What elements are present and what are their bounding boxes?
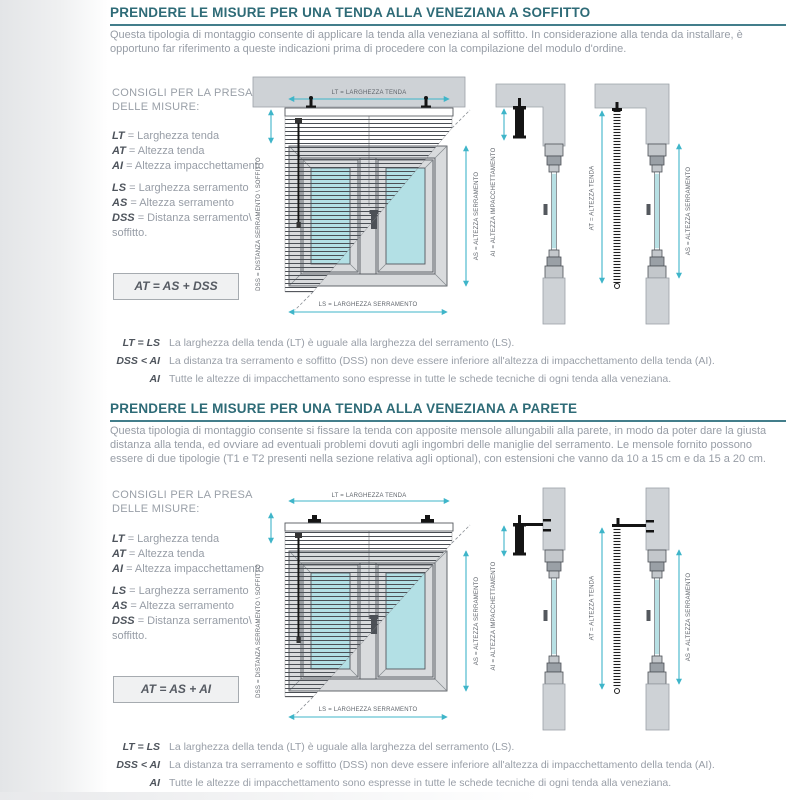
legend-item (112, 547, 264, 562)
legend-abbr: AI (112, 563, 123, 575)
bracket-plate (612, 524, 622, 527)
note-label: AI (149, 373, 160, 385)
legend-abbr: LT (112, 130, 125, 142)
left-gradient (0, 0, 108, 800)
window-cross-section (544, 144, 564, 278)
legend-item (112, 614, 264, 644)
section-title-soffitto: PRENDERE LE MISURE PER UNA TENDA ALLA VENEZIANA A SOFFITTO (110, 5, 786, 26)
note-row (108, 759, 790, 772)
notes-parete (108, 741, 790, 795)
legend-item (112, 532, 264, 547)
note-text: Tutte le altezze di impacchettamento sono espresse in tutte le schede tecniche di ogni tenda alla veneziana. (169, 373, 672, 385)
dim-label-lt: LT = LARGHEZZA TENDA (331, 493, 407, 499)
legend-primary (112, 532, 264, 577)
lowered-blind-stack (613, 111, 621, 283)
dim-label-ai: AI = ALTEZZA IMPACCHETTAMENTO (491, 561, 497, 671)
dashed-guide (295, 292, 313, 310)
wall-bolt (543, 519, 551, 522)
note-row (108, 355, 790, 368)
dim-label-at: AT = ALTEZZA TENDA (589, 165, 596, 231)
dim-label-dss: DSS = DISTANZA SERRAMENTO \ SOFFITTO (256, 564, 262, 698)
legend-desc: = Larghezza serramento (129, 182, 249, 194)
note-label: LT = LS (122, 741, 160, 753)
legend-abbr: LT (112, 533, 125, 545)
legend-desc: = Altezza serramento (130, 197, 234, 209)
note-label: DSS < AI (116, 355, 160, 367)
bottom-hook (615, 689, 620, 694)
legend-desc: = Distanza serramento\ soffitto. (112, 212, 252, 239)
front-view-diagram-parete (251, 479, 487, 735)
legend-desc: = Altezza tenda (128, 548, 205, 560)
note-row (108, 337, 790, 350)
legend-abbr: AT (112, 145, 126, 157)
window-cross-section (647, 144, 667, 278)
legend-desc: = Altezza impacchettamento (126, 160, 264, 172)
wall-below (646, 684, 669, 730)
legend-desc: = Altezza serramento (130, 600, 234, 612)
legend-abbr: AT (112, 548, 126, 560)
note-text: La larghezza della tenda (LT) è uguale alla larghezza del serramento (LS). (169, 337, 515, 349)
legend-item (112, 196, 264, 211)
bracket-arm (619, 524, 646, 527)
dim-label-lt: LT = LARGHEZZA TENDA (331, 90, 407, 96)
dim-label-ai: AI = ALTEZZA IMPACCHETTAMENTO (491, 147, 497, 257)
legend-desc: = Larghezza tenda (127, 533, 220, 545)
legend-desc: = Distanza serramento\ soffitto. (112, 615, 252, 642)
notes-soffitto (108, 337, 790, 391)
front-view-diagram-soffitto (251, 74, 487, 330)
bracket-pin (617, 518, 620, 524)
legend-item (112, 584, 264, 599)
wall-bolt (543, 529, 551, 532)
side-view-at-parete (589, 486, 701, 732)
bottom-hook (615, 284, 620, 289)
dim-label-as: AS = ALTEZZA SERRAMENTO (686, 166, 692, 256)
intro-paragraph-soffitto: Questa tipologia di montaggio consente di applicare la tenda alla veneziana al soffitto. In considerazione alla tenda da installare, è opportuno far riferimento a queste indicazioni prima di procedere con la compilazione del modulo d'ordine. (110, 29, 743, 55)
packed-blind (513, 515, 526, 556)
wall-bracket (308, 515, 434, 523)
legend-primary (112, 129, 264, 174)
wall-bolt (646, 520, 654, 523)
note-label: DSS < AI (116, 759, 160, 771)
note-text: La larghezza della tenda (LT) è uguale alla larghezza del serramento (LS). (169, 741, 515, 753)
intro-paragraph-parete: Questa tipologia di montaggio consente si fissare la tenda con apposite mensole allungabili alla parete, in modo da poter dare la giusta distanza alla tenda, ed ovviare ad eventuali problemi dovuti agli ingombri delle maniglie del serramento. Le mensole fornito possono essere di due tipologie (T1 e T2 presenti nella sezione relativa agli optional), con estensioni che vanno da 10 a 15 cm e da 15 a 20 cm. (110, 425, 767, 465)
legend-item (112, 562, 264, 577)
legend-desc: = Larghezza serramento (129, 585, 249, 597)
legend-desc: = Altezza impacchettamento (126, 563, 264, 575)
formula-box: AT = AS + DSS (113, 273, 239, 300)
headrail (285, 523, 453, 531)
note-row (108, 741, 790, 754)
legend-item (112, 211, 264, 241)
side-view-ai-soffitto (488, 80, 584, 326)
dashed-guide (452, 525, 470, 543)
headrail (285, 108, 453, 116)
legend-desc: = Altezza tenda (128, 145, 205, 157)
dim-label-dss: DSS = DISTANZA SERRAMENTO \ SOFFITTO (256, 157, 262, 291)
dim-label-as: AS = ALTEZZA SERRAMENTO (474, 576, 480, 666)
formula-box: AT = AS + AI (113, 676, 239, 703)
note-label: LT = LS (122, 337, 160, 349)
bracket-pin (616, 102, 619, 108)
legend-abbr: AS (112, 600, 128, 612)
advice-title: CONSIGLI PER LA PRESA DELLE MISURE: (112, 87, 253, 113)
legend-abbr: LS (112, 182, 127, 194)
dim-label-at: AT = ALTEZZA TENDA (589, 575, 596, 641)
legend-abbr: LS (112, 585, 127, 597)
legend-abbr: AS (112, 197, 128, 209)
dim-label-ls: LS = LARGHEZZA SERRAMENTO (318, 302, 418, 308)
bracket-plate (612, 108, 622, 111)
legend-secondary (112, 584, 264, 644)
window-cross-section (544, 550, 564, 684)
note-text: La distanza tra serramento e soffitto (DSS) non deve essere inferiore all'altezza di impacchettamento della tenda (AI). (169, 759, 715, 771)
legend-item (112, 181, 264, 196)
wall-above (646, 488, 669, 550)
legend-secondary (112, 181, 264, 241)
dashed-guide (452, 110, 470, 128)
note-label: AI (149, 777, 160, 789)
legend-desc: = Larghezza tenda (127, 130, 220, 142)
side-view-at-soffitto (589, 80, 701, 326)
wall-below (543, 684, 565, 730)
dashed-guide (295, 697, 313, 715)
section-title-parete: PRENDERE LE MISURE PER UNA TENDA ALLA VENEZIANA A PARETE (110, 401, 786, 422)
legend-abbr: DSS (112, 615, 135, 627)
note-text: Tutte le altezze di impacchettamento sono espresse in tutte le schede tecniche di ogni tenda alla veneziana. (169, 777, 672, 789)
advice-title: CONSIGLI PER LA PRESA DELLE MISURE: (112, 489, 253, 515)
note-row (108, 777, 790, 790)
wall-below (543, 278, 565, 324)
window-cross-section (647, 550, 667, 684)
legend-item (112, 129, 264, 144)
legend-item (112, 599, 264, 614)
note-row (108, 373, 790, 386)
dim-label-as: AS = ALTEZZA SERRAMENTO (686, 572, 692, 662)
legend-item (112, 159, 264, 174)
side-view-ai-parete (488, 486, 584, 732)
dim-label-as: AS = ALTEZZA SERRAMENTO (474, 171, 480, 261)
dim-label-ls: LS = LARGHEZZA SERRAMENTO (318, 707, 418, 713)
legend-item (112, 144, 264, 159)
wall-bolt (646, 530, 654, 533)
note-text: La distanza tra serramento e soffitto (DSS) non deve essere inferiore all'altezza di impacchettamento della tenda (AI). (169, 355, 715, 367)
ceiling-section (496, 84, 565, 146)
ceiling-section (595, 84, 669, 144)
legend-abbr: AI (112, 160, 123, 172)
legend-abbr: DSS (112, 212, 135, 224)
wall-below (646, 278, 669, 324)
lowered-blind-stack (613, 528, 621, 688)
